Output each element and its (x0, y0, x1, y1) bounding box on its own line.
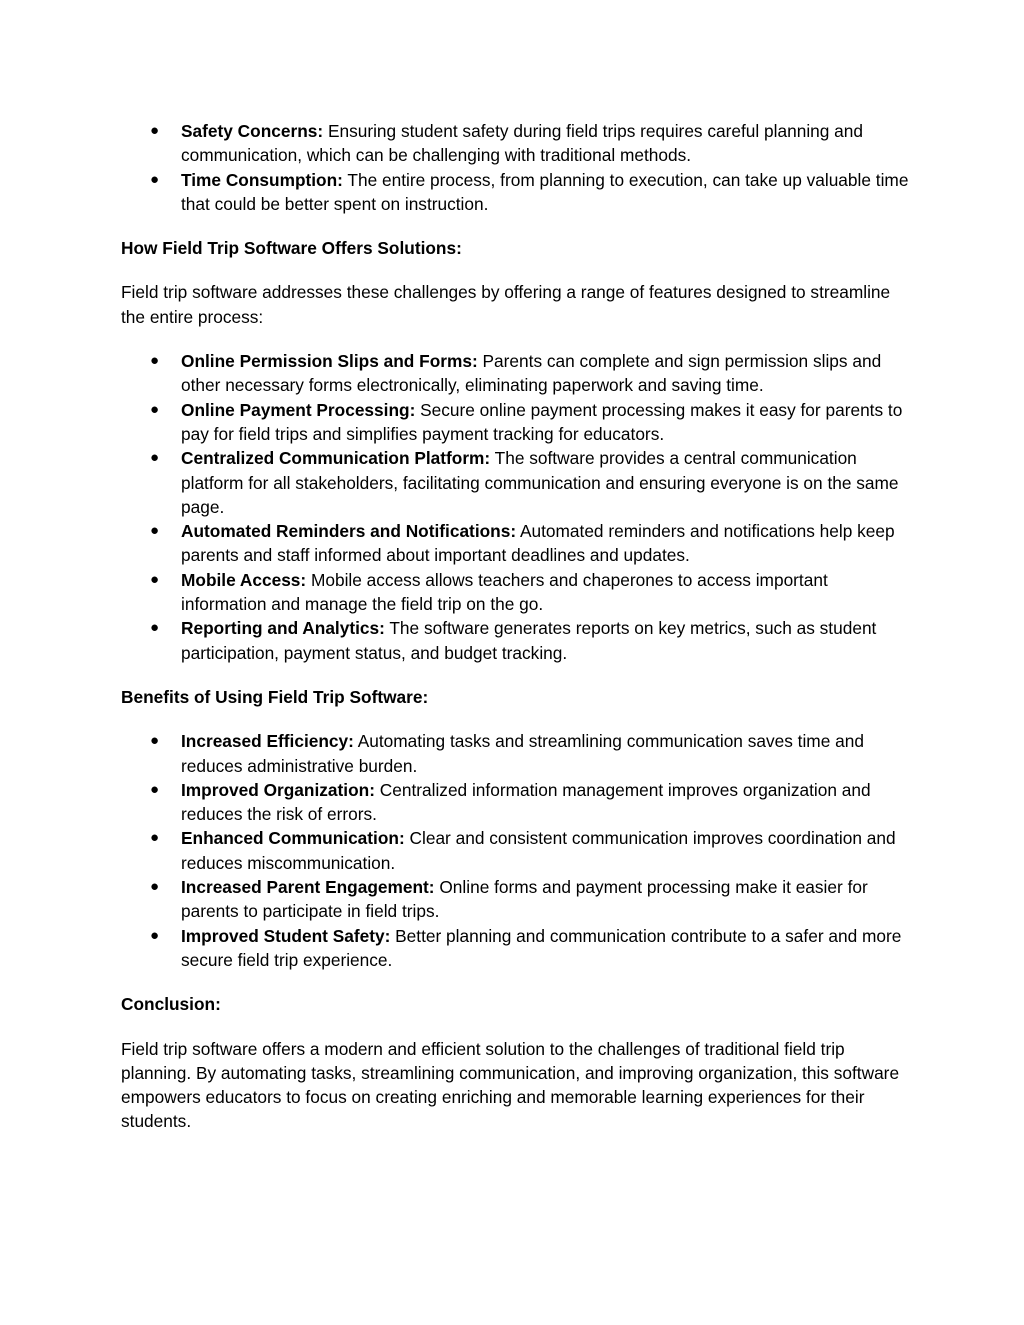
list-item (121, 568, 911, 617)
list-item (121, 398, 911, 447)
bullet-icon: ● (150, 570, 160, 588)
bullet-icon: ● (150, 170, 160, 188)
bullet-icon: ● (150, 522, 160, 540)
list-item-text: Parents can complete and sign permission slips and other necessary forms electronically, eliminating paperwork and saving time. (181, 351, 882, 396)
solutions-intro: Field trip software addresses these challenges by offering a range of features designed to streamline the entire process: (121, 282, 891, 327)
conclusion-text: Field trip software offers a modern and efficient solution to the challenges of traditional field trip planning. By automating tasks, streamlining communication, and improving organization, this software empowers educators to focus on creating enriching and memorable learning experiences for their students. (121, 1038, 900, 1132)
bullet-icon: ● (150, 780, 160, 798)
bullet-icon: ● (150, 619, 160, 637)
list-item-term: Enhanced Communication: (181, 828, 405, 849)
list-item (121, 349, 911, 398)
list-item-term: Reporting and Analytics: (181, 618, 385, 639)
list-item-text: Automating tasks and streamlining communication saves time and reduces administrative burden. (181, 731, 864, 776)
bullet-icon: ● (150, 732, 160, 750)
list-item (121, 168, 911, 217)
list-item-text: Clear and consistent communication improves coordination and reduces miscommunication. (181, 828, 896, 873)
bullet-icon: ● (150, 829, 160, 847)
list-item-text: Online forms and payment processing make it easier for parents to participate in field trips. (181, 877, 868, 922)
bullet-icon: ● (150, 449, 160, 467)
list-item-text: The entire process, from planning to execution, can take up valuable time that could be better spent on instruction. (181, 169, 909, 214)
list-item (121, 616, 911, 665)
list-item (121, 875, 911, 924)
list-item-text: Centralized information management improves organization and reduces the risk of errors. (181, 779, 871, 825)
list-item (121, 778, 911, 827)
list-item-term: Safety Concerns: (181, 121, 324, 141)
bullet-icon: ● (150, 878, 160, 896)
challenges-list (121, 119, 911, 216)
list-item-term: Time Consumption: (181, 169, 343, 190)
list-item (121, 519, 911, 568)
list-item-term: Centralized Communication Platform: (181, 448, 491, 469)
list-item-text: Better planning and communication contribute to a safer and more secure field trip experience. (181, 925, 902, 970)
bullet-icon: ● (150, 926, 160, 944)
list-item-text: Mobile access allows teachers and chaperones to access important information and manage the field trip on the go. (181, 569, 828, 615)
list-item-term: Online Payment Processing: (181, 399, 416, 420)
bullet-icon: ● (150, 400, 160, 418)
bullet-icon: ● (150, 352, 160, 370)
list-item-term: Mobile Access: (181, 569, 307, 590)
list-item-term: Increased Efficiency: (181, 731, 354, 752)
solutions-heading: How Field Trip Software Offers Solutions: (121, 238, 462, 259)
list-item-term: Increased Parent Engagement: (181, 877, 435, 898)
list-item-text: The software provides a central communication platform for all stakeholders, facilitating communication and ensuring everyone is on the same page. (181, 448, 899, 517)
list-item (121, 119, 911, 168)
document-content (121, 119, 911, 1134)
list-item-text: Automated reminders and notifications help keep parents and staff informed about important deadlines and updates. (181, 521, 895, 566)
list-item-text: The software generates reports on key metrics, such as student participation, payment status, and budget tracking. (181, 618, 877, 663)
benefits-list (121, 729, 911, 972)
list-item (121, 826, 911, 875)
benefits-heading: Benefits of Using Field Trip Software: (121, 686, 429, 707)
list-item (121, 729, 911, 778)
list-item (121, 924, 911, 973)
list-item-term: Automated Reminders and Notifications: (181, 521, 517, 542)
list-item-term: Improved Organization: (181, 779, 375, 800)
list-item-term: Online Permission Slips and Forms: (181, 351, 478, 372)
bullet-icon: ● (150, 122, 160, 139)
conclusion-heading: Conclusion: (121, 994, 221, 1015)
list-item-text: Ensuring student safety during field trips requires careful planning and communication, which can be challenging with traditional methods. (181, 121, 864, 166)
list-item (121, 446, 911, 519)
solutions-list (121, 349, 911, 665)
list-item-term: Improved Student Safety: (181, 925, 391, 946)
list-item-text: Secure online payment processing makes it easy for parents to pay for field trips and simplifies payment tracking for educators. (181, 399, 903, 444)
